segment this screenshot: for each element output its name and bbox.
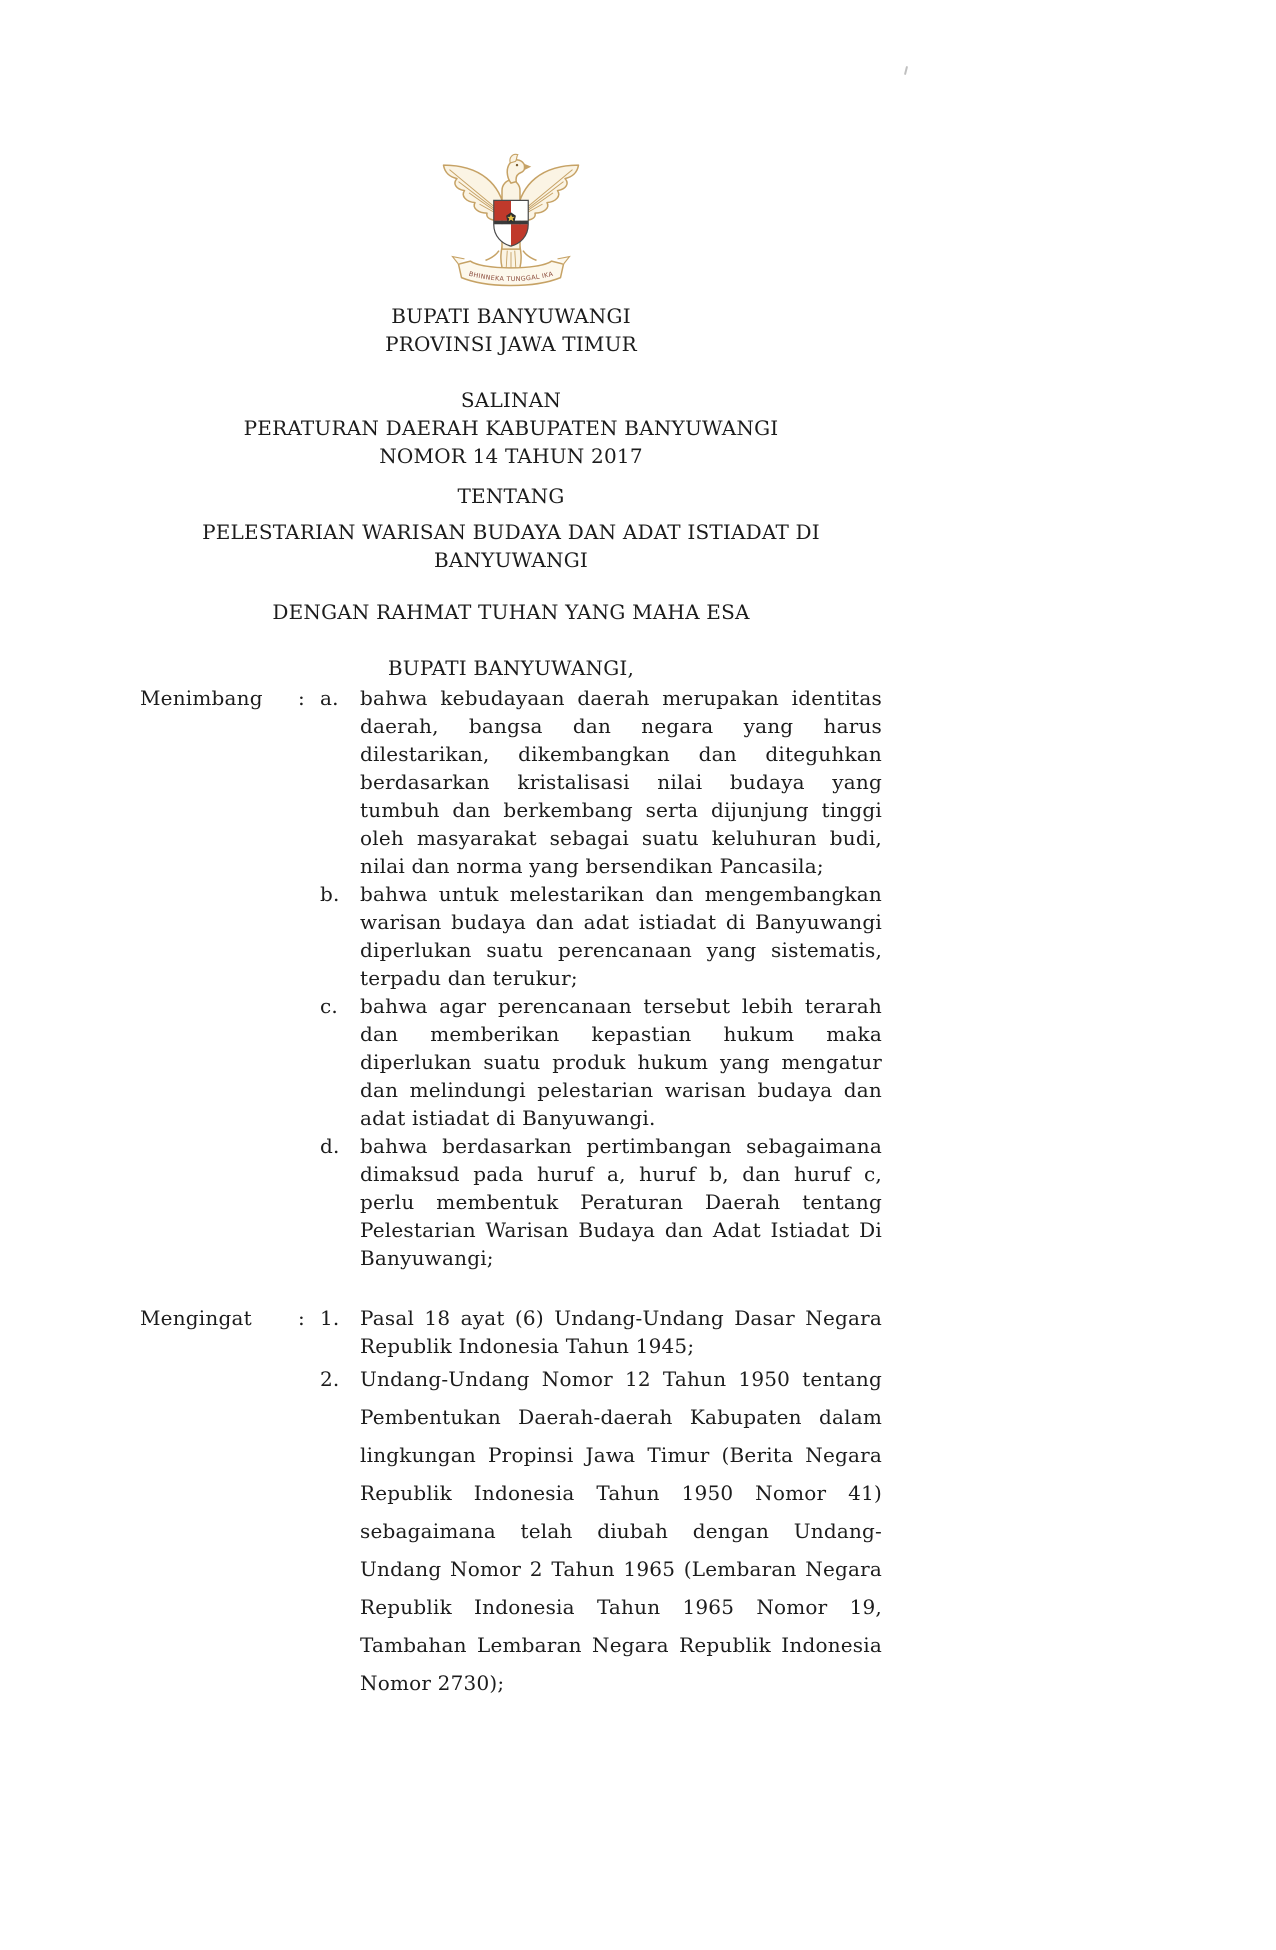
document-content: [140, 0, 882, 1702]
item-text: bahwa kebudayaan daerah merupakan identitas daerah, bangsa dan negara yang harus dilestarikan, dikembangkan dan diteguhkan berdasarkan kristalisasi nilai budaya yang tumbuh dan berkembang serta dijunjung tinggi oleh masyarakat sebagai suatu keluhuran budi, nilai dan norma yang bersendikan Pancasila;: [360, 686, 882, 878]
item-text: bahwa agar perencanaan tersebut lebih terarah dan memberikan kepastian hukum maka diperlukan suatu produk hukum yang mengatur dan melindungi pelestarian warisan budaya dan adat istiadat di Banyuwangi.: [360, 994, 882, 1130]
eye: [516, 164, 518, 166]
beak: [524, 164, 532, 171]
recalling-items: [320, 1304, 882, 1702]
regulation-title: PERATURAN DAERAH KABUPATEN BANYUWANGI: [243, 416, 779, 440]
recalling-section: [140, 1304, 882, 1702]
scan-artifact-mark: [904, 66, 908, 75]
item-marker: d.: [320, 1134, 340, 1158]
item-marker: 1.: [320, 1306, 340, 1330]
recalling-item-1: [320, 1304, 882, 1360]
considering-colon: :: [298, 686, 305, 710]
recalling-label: Mengingat: [140, 1306, 252, 1330]
pancasila-shield: [494, 200, 529, 247]
regulation-title-block: [140, 386, 882, 470]
recalling-item-2: [320, 1360, 882, 1702]
item-text: bahwa untuk melestarikan dan mengembangkan warisan budaya dan adat istiadat di Banyuwangi diperlukan suatu perencanaan yang sistematis, terpadu dan terukur;: [360, 882, 882, 990]
emblem-motto: BHINNEKA TUNGGAL IKA: [467, 269, 555, 284]
regulation-subject: PELESTARIAN WARISAN BUDAYA DAN ADAT ISTIADAT DI BANYUWANGI: [202, 520, 820, 572]
letterhead-authority: BUPATI BANYUWANGI: [391, 304, 631, 328]
item-text: Undang-Undang Nomor 12 Tahun 1950 tentang Pembentukan Daerah-daerah Kabupaten dalam lingkungan Propinsi Jawa Timur (Berita Negara Republik Indonesia Tahun 1950 Nomor 41) sebagaimana telah diubah dengan Undang-Undang Nomor 2 Tahun 1965 (Lembaran Negara Republik Indonesia Tahun 1965 Nomor 19, Tambahan Lembaran Negara Republik Indonesia Nomor 2730);: [360, 1367, 882, 1695]
considering-items: [320, 684, 882, 1272]
recalling-colon: :: [298, 1306, 305, 1330]
considering-item-c: [320, 992, 882, 1132]
about-label: TENTANG: [457, 484, 565, 508]
regulation-number: NOMOR 14 TAHUN 2017: [379, 444, 643, 468]
issuing-authority: BUPATI BANYUWANGI,: [387, 656, 635, 680]
item-text: bahwa berdasarkan pertimbangan sebagaimana dimaksud pada huruf a, huruf b, dan huruf c, perlu membentuk Peraturan Daerah tentang Pelestarian Warisan Budaya dan Adat Istiadat Di Banyuwangi;: [360, 1134, 882, 1270]
item-text: Pasal 18 ayat (6) Undang-Undang Dasar Negara Republik Indonesia Tahun 1945;: [360, 1306, 882, 1358]
item-marker: a.: [320, 686, 339, 710]
considering-label: Menimbang: [140, 686, 263, 710]
garuda-icon: [436, 138, 586, 292]
considering-item-d: [320, 1132, 882, 1272]
considering-item-b: [320, 880, 882, 992]
copy-label: SALINAN: [460, 388, 562, 412]
item-marker: 2.: [320, 1367, 340, 1391]
item-marker: c.: [320, 994, 338, 1018]
considering-section: [140, 684, 882, 1272]
considering-item-a: [320, 684, 882, 880]
item-marker: b.: [320, 882, 340, 906]
letterhead: [140, 302, 882, 358]
garuda-pancasila-emblem: [436, 138, 586, 296]
letterhead-province: PROVINSI JAWA TIMUR: [385, 332, 637, 356]
grace-invocation: DENGAN RAHMAT TUHAN YANG MAHA ESA: [272, 600, 750, 624]
